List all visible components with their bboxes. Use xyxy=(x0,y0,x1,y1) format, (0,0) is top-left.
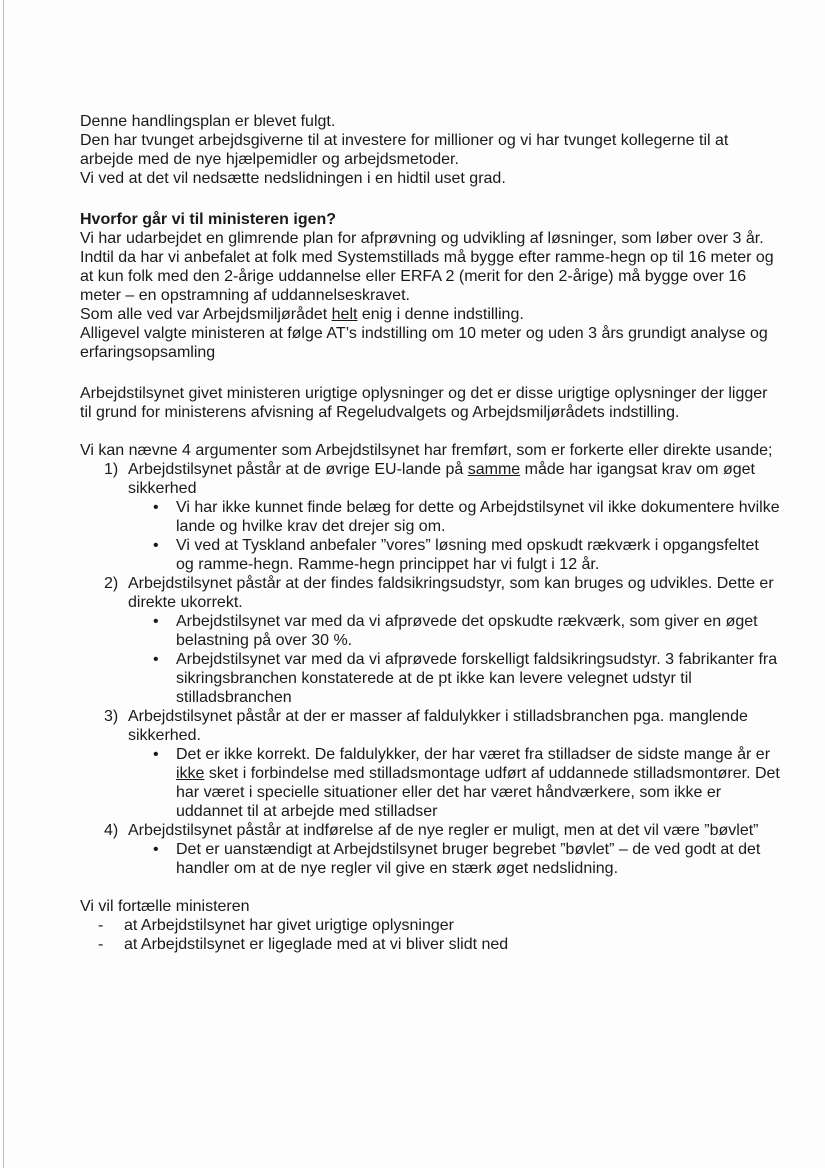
argument-number: 2) xyxy=(104,575,119,592)
closing-item: - at Arbejdstilsynet har givet urigtige oplysninger xyxy=(98,917,454,934)
argument-item-4: 4) Arbejdstilsynet påstår at indførelse af de nye regler er muligt, men at det vil være ”bøvlet” xyxy=(104,822,759,839)
bullet-item: • Vi har ikke kunnet finde belæg for dette og Arbejdstilsynet vil ikke dokumentere hvilke lande og hvilke krav det drejer sig om. xyxy=(153,499,780,535)
para1-line2: Den har tvunget arbejdsgiverne til at investere for millioner og vi har tvunget kollegerne til at arbejde med de nye hjælpemidler og arbejdsmetoder. xyxy=(80,132,729,168)
underlined-ikke: ikke xyxy=(176,765,205,782)
dash-icon: - xyxy=(98,936,104,953)
argument-number: 4) xyxy=(104,822,119,839)
bullet-icon: • xyxy=(153,613,159,630)
bullet-icon: • xyxy=(153,499,159,516)
para2-line3: Som alle ved var Arbejdsmiljørådet helt enig i denne indstilling. xyxy=(80,306,524,323)
closing-intro: Vi vil fortælle ministeren xyxy=(80,898,250,915)
bullet-icon: • xyxy=(153,537,159,554)
dash-icon: - xyxy=(98,917,104,934)
para2-line1: Vi har udarbejdet en glimrende plan for afprøvning og udvikling af løsninger, som løber over 3 år. xyxy=(80,230,764,247)
para1-line3: Vi ved at det vil nedsætte nedslidningen i en hidtil uset grad. xyxy=(80,170,506,187)
bullet-icon: • xyxy=(153,746,159,763)
bullet-item: • Arbejdstilsynet var med da vi afprøvede forskelligt faldsikringsudstyr. 3 fabrikanter fra sikringsbranchen konstaterede at de pt ikke kan levere velegnet udstyr til stilladsbranchen xyxy=(153,651,778,706)
document-page xyxy=(80,112,780,954)
para2-line4: Alligevel valgte ministeren at følge AT’s indstilling om 10 meter og uden 3 års grundigt analyse og erfaringsopsamling xyxy=(80,325,768,361)
section-heading: Hvorfor går vi til ministeren igen? xyxy=(80,211,337,228)
bullet-item: • Det er uanstændigt at Arbejdstilsynet bruger begrebet ”bøvlet” – de ved godt at det handler om at de nye regler vil give en stærk øget nedslidning. xyxy=(153,841,761,877)
para4-intro: Vi kan nævne 4 argumenter som Arbejdstilsynet har fremført, som er forkerte eller direkte usande; xyxy=(80,442,773,459)
argument-item-1: 1) Arbejdstilsynet påstår at de øvrige EU-lande på samme måde har igangsat krav om øget sikkerhed xyxy=(104,461,755,497)
argument-number: 1) xyxy=(104,461,119,478)
para2-line2: Indtil da har vi anbefalet at folk med Systemstillads må bygge efter ramme-hegn op til 16 meter og at kun folk med den 2-årige uddannelse eller ERFA 2 (merit for den 2-årige) må bygge over 16 meter – en opstramning af uddannelseskravet. xyxy=(80,249,774,304)
scan-edge-line xyxy=(3,0,4,1168)
arguments-list xyxy=(80,460,780,878)
para3: Arbejdstilsynet givet ministeren urigtige oplysninger og det er disse urigtige oplysninger der ligger til grund for ministerens afvisning af Regeludvalgets og Arbejdsmiljørådets indstilling. xyxy=(80,385,768,421)
para1-line1: Denne handlingsplan er blevet fulgt. xyxy=(80,113,336,130)
closing-item: - at Arbejdstilsynet er ligeglade med at vi bliver slidt ned xyxy=(98,936,509,953)
bullet-icon: • xyxy=(153,841,159,858)
bullet-item: • Arbejdstilsynet var med da vi afprøvede det opskudte rækværk, som giver en øget belastning på over 30 %. xyxy=(153,613,758,649)
argument-item-3: 3) Arbejdstilsynet påstår at der er masser af faldulykker i stilladsbranchen pga. manglende sikkerhed. xyxy=(104,708,748,744)
closing-list xyxy=(80,916,780,954)
underlined-samme: samme xyxy=(467,461,521,478)
bullet-item: • Det er ikke korrekt. De faldulykker, der har været fra stilladser de sidste mange år er ikke sket i forbindelse med stilladsmontage udført af uddannede stilladsmontører. Det har været i specielle situationer eller det har været håndværkere, som ikke er uddannet til at arbejde med stilladser xyxy=(153,746,780,820)
bullet-item: • Vi ved at Tyskland anbefaler ”vores” løsning med opskudt rækværk i opgangsfeltet og ramme-hegn. Ramme-hegn princippet har vi fulgt i 12 år. xyxy=(153,537,759,573)
argument-item-2: 2) Arbejdstilsynet påstår at der findes faldsikringsudstyr, som kan bruges og udvikles. Dette er direkte ukorrekt. xyxy=(104,575,774,611)
argument-number: 3) xyxy=(104,708,119,725)
underlined-helt: helt xyxy=(331,306,358,323)
bullet-icon: • xyxy=(153,651,159,668)
